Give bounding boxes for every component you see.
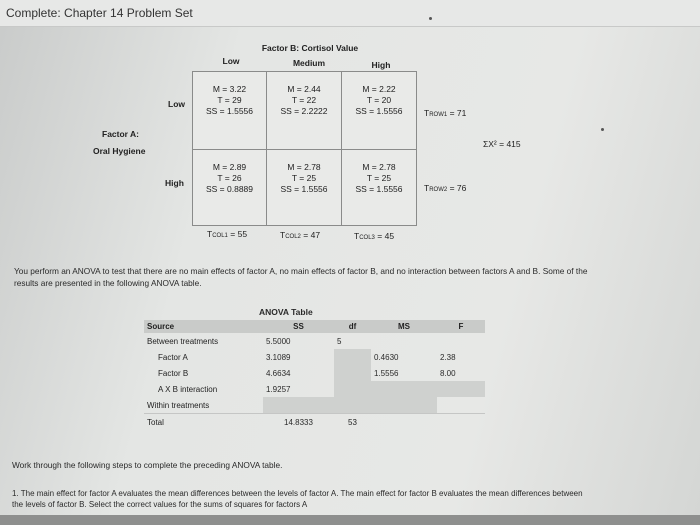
source-label: Between treatments <box>147 336 219 346</box>
row-total-1 <box>424 108 466 118</box>
df-input[interactable] <box>334 365 371 381</box>
sum-x-squared: ΣX² = 415 <box>483 139 521 149</box>
total-subscript: COL1 <box>212 233 228 239</box>
page-title: Complete: Chapter 14 Problem Set <box>6 6 193 20</box>
cell-high-low <box>192 149 267 226</box>
f-value <box>437 414 485 431</box>
factor-a-title: Factor A: <box>102 129 139 139</box>
factor-b-level-low: Low <box>222 56 240 66</box>
ss-value: 5.5000 <box>266 336 291 346</box>
header-ss: SS <box>293 322 304 331</box>
cursor-dot <box>429 17 432 20</box>
f-value <box>437 397 485 414</box>
intro-text: You perform an ANOVA to test that there are no main effects of factor A, no main effects of factor B, and no interaction between factors A and B. Some of the results are presented in the following ANOVA table. <box>14 266 588 288</box>
cell-mean: M = 2.78 <box>362 162 396 172</box>
cell-low-low <box>192 71 267 150</box>
cell-mean: M = 2.22 <box>362 84 396 94</box>
source-label: Within treatments <box>147 400 210 410</box>
factor-a-subtitle: Oral Hygiene <box>93 146 146 156</box>
header-df: df <box>348 322 357 331</box>
source-label: Total <box>144 414 263 431</box>
anova-row-within <box>144 397 485 414</box>
cell-low-high <box>341 71 417 150</box>
total-value: = 76 <box>449 183 467 193</box>
cell-ss: SS = 1.5556 <box>280 184 328 194</box>
anova-row-factor-b <box>144 365 485 381</box>
anova-title: ANOVA Table <box>259 307 313 317</box>
total-letter: T <box>207 229 213 239</box>
total-subscript: ROW2 <box>429 187 448 193</box>
df-input[interactable] <box>334 397 371 414</box>
anova-row-between <box>144 333 485 349</box>
factor-b-title: Factor B: Cortisol Value <box>261 43 359 53</box>
source-label: A X B interaction <box>158 384 218 394</box>
factor-b-level-high: High <box>371 60 391 70</box>
cell-ss: SS = 0.8889 <box>205 184 254 194</box>
cell-total: T = 25 <box>291 173 317 183</box>
total-subscript: COL3 <box>359 235 375 241</box>
cursor-dot <box>601 128 604 131</box>
cell-high-high <box>341 149 417 226</box>
cell-low-medium <box>266 71 342 150</box>
total-value: = 47 <box>303 230 321 240</box>
f-value: 8.00 <box>440 368 456 378</box>
total-subscript: COL2 <box>285 234 301 240</box>
ms-value: 0.4630 <box>374 352 399 362</box>
ms-value <box>371 333 437 349</box>
anova-header-row <box>144 320 485 333</box>
total-value: = 71 <box>449 108 467 118</box>
bottom-edge <box>0 515 700 525</box>
factor-b-level-medium: Medium <box>292 58 326 68</box>
ss-value: 4.6634 <box>266 368 291 378</box>
header-f: F <box>458 322 464 331</box>
df-input[interactable] <box>334 381 371 397</box>
factor-a-level-high: High <box>165 178 184 188</box>
total-letter: T <box>354 231 360 241</box>
total-letter: T <box>280 230 286 240</box>
source-label: Factor B <box>158 368 189 378</box>
header-source: Source <box>147 322 175 331</box>
step-1-text: 1. The main effect for factor A evaluates the mean differences between the levels of factor A. The main effect for factor B evaluates the mean differences between the levels of factor B. Select the correct values for the sums of squares for factors A <box>12 489 583 509</box>
ms-input[interactable] <box>371 397 437 414</box>
ss-value: 14.8333 <box>263 414 334 431</box>
f-value: 2.38 <box>440 352 456 362</box>
title-bar <box>0 0 700 27</box>
total-letter: T <box>424 108 430 118</box>
ms-input[interactable] <box>371 381 437 397</box>
cell-mean: M = 2.89 <box>212 162 247 172</box>
ss-input[interactable] <box>263 397 334 414</box>
ms-value: 1.5556 <box>374 368 399 378</box>
f-input[interactable] <box>437 381 485 397</box>
total-subscript: ROW1 <box>429 112 448 118</box>
cell-total: T = 22 <box>291 95 317 105</box>
col-total-1 <box>207 229 247 239</box>
anova-row-interaction <box>144 381 485 397</box>
cell-total: T = 20 <box>366 95 392 105</box>
cell-high-medium <box>266 149 342 226</box>
cell-mean: M = 2.44 <box>287 84 321 94</box>
anova-row-factor-a <box>144 349 485 365</box>
total-value: = 55 <box>230 229 248 239</box>
col-total-3 <box>354 231 394 241</box>
cell-ss: SS = 1.5556 <box>355 106 403 116</box>
anova-table <box>144 320 485 430</box>
cell-mean: M = 3.22 <box>212 84 247 94</box>
instruction-text: Work through the following steps to complete the preceding ANOVA table. <box>12 460 283 470</box>
df-value: 5 <box>337 336 342 346</box>
factor-a-level-low: Low <box>168 99 185 109</box>
row-total-2 <box>424 183 466 193</box>
cell-ss: SS = 1.5556 <box>355 184 403 194</box>
df-input[interactable] <box>334 349 371 365</box>
cell-mean: M = 2.78 <box>287 162 321 172</box>
cell-total: T = 29 <box>217 95 242 105</box>
cell-total: T = 26 <box>217 173 242 183</box>
ss-value: 3.1089 <box>266 352 291 362</box>
anova-row-total <box>144 414 485 431</box>
ms-value <box>371 414 437 431</box>
f-value <box>437 333 485 349</box>
col-total-2 <box>280 230 320 240</box>
source-label: Factor A <box>158 352 188 362</box>
header-ms: MS <box>398 322 410 331</box>
total-value: = 45 <box>377 231 395 241</box>
cell-ss: SS = 2.2222 <box>280 106 328 116</box>
ss-value: 1.9257 <box>266 384 291 394</box>
cell-total: T = 25 <box>366 173 392 183</box>
total-letter: T <box>424 183 430 193</box>
df-value: 53 <box>334 414 371 431</box>
cell-ss: SS = 1.5556 <box>205 106 254 116</box>
